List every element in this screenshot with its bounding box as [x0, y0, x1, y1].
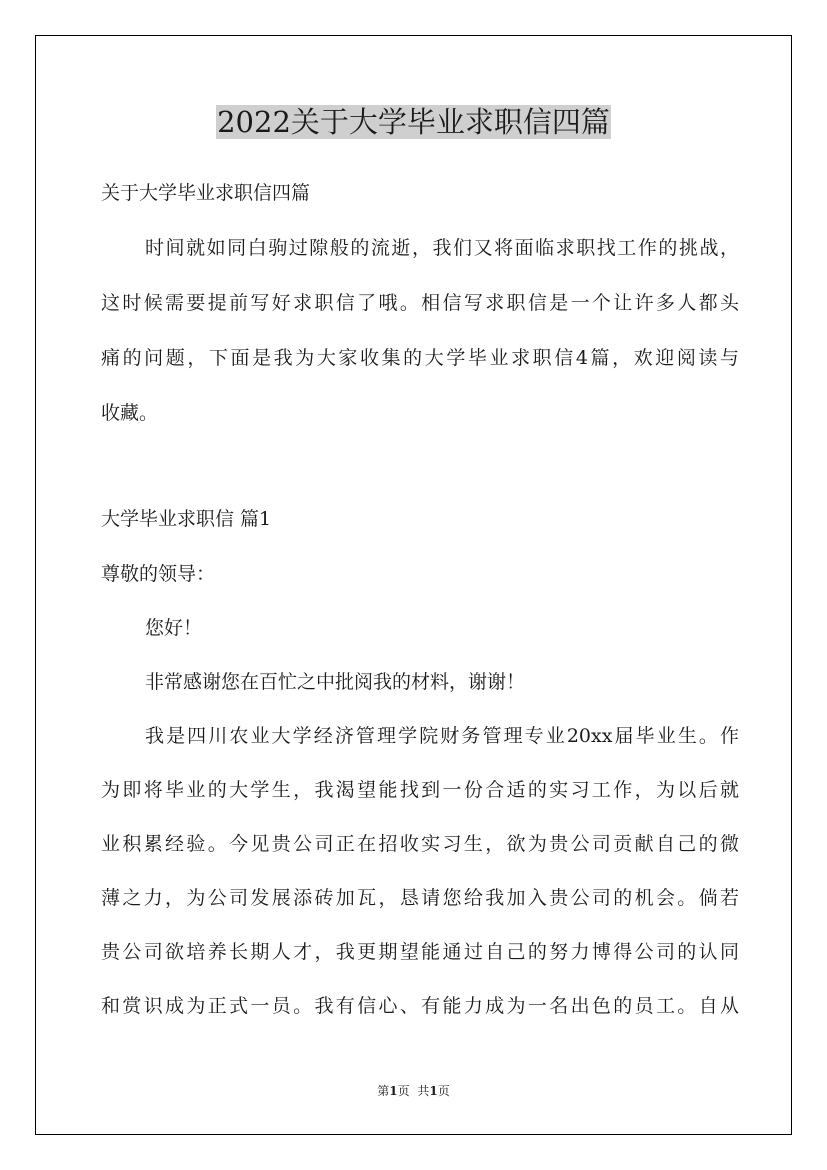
footer-total-prefix: 共: [417, 1084, 430, 1098]
salutation: 尊敬的领导：: [101, 563, 216, 585]
body-line: 贵公司欲培养长期人才，我更期望能通过自己的努力博得公司的认同: [101, 941, 739, 963]
body-line: 业积累经验。今见贵公司正在招收实习生，欲为贵公司贡献自己的微: [101, 833, 739, 855]
body-line: 为即将毕业的大学生，我渴望能找到一份合适的实习工作，为以后就: [101, 779, 739, 801]
intro-line: 这时候需要提前写好求职信了哦。相信写求职信是一个让许多人都头: [101, 292, 739, 314]
footer-page-suffix: 页: [397, 1084, 410, 1098]
footer-page-prefix: 第: [377, 1084, 390, 1098]
footer-total-number: 1: [429, 1084, 438, 1098]
document-title-text: 2022关于大学毕业求职信四篇: [217, 105, 610, 139]
body-line: 我是四川农业大学经济管理学院财务管理专业20xx届毕业生。作: [145, 725, 739, 747]
section-heading: 大学毕业求职信 篇1: [101, 508, 272, 530]
footer-page-number: 1: [389, 1084, 398, 1098]
intro-line: 痛的问题，下面是我为大家收集的大学毕业求职信4篇，欢迎阅读与: [101, 347, 739, 369]
body-line: 薄之力，为公司发展添砖加瓦，恳请您给我加入贵公司的机会。倘若: [101, 887, 739, 909]
page-footer: [0, 1083, 827, 1099]
thanks-line: 非常感谢您在百忙之中批阅我的材料，谢谢！: [145, 671, 526, 693]
greeting: 您好！: [145, 617, 203, 639]
intro-line: 收藏。: [101, 402, 159, 424]
body-line: 和赏识成为正式一员。我有信心、有能力成为一名出色的员工。自从: [101, 995, 739, 1017]
footer-total-suffix: 页: [437, 1084, 450, 1098]
document-title: [0, 102, 827, 142]
document-subtitle: 关于大学毕业求职信四篇: [101, 182, 311, 204]
intro-line: 时间就如同白驹过隙般的流逝，我们又将面临求职找工作的挑战，: [145, 237, 739, 259]
